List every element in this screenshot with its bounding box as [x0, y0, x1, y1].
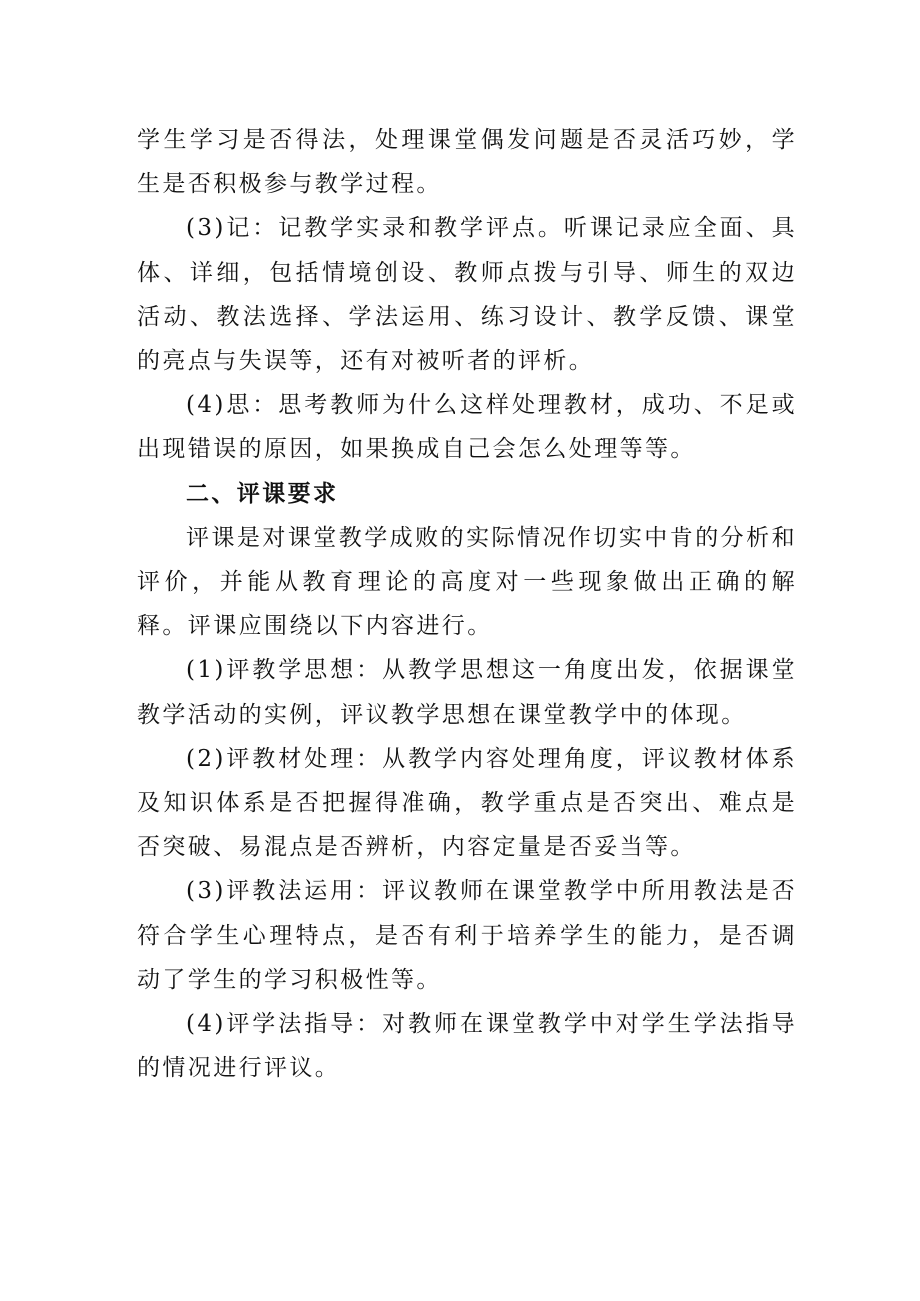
paragraph-learning-guidance: (4)评学法指导：对教师在课堂教学中对学生学法指导的情况进行评议。: [137, 1011, 797, 1082]
paragraph-teaching-thought: (1)评教学思想：从教学思想这一角度出发，依据课堂教学活动的实例，评议教学思想在课堂教学中的体现。: [137, 657, 797, 728]
paragraph-evaluation-intro: 评课是对课堂教学成败的实际情况作切实中肯的分析和评价，并能从教育理论的高度对一些现象做出正确的解释。评课应围绕以下内容进行。: [137, 524, 797, 640]
section-heading: 二、评课要求: [186, 480, 339, 507]
document-body: [137, 118, 797, 1090]
paragraph-think-item: (4)思：思考教师为什么这样处理教材，成功、不足或出现错误的原因，如果换成自己会怎么处理等等。: [137, 392, 797, 463]
paragraph-material-handling: (2)评教材处理：从教学内容处理角度，评议教材体系及知识体系是否把握得准确，教学重点是否突出、难点是否突破、易混点是否辨析，内容定量是否妥当等。: [137, 745, 797, 861]
paragraph-teaching-method: (3)评教法运用：评议教师在课堂教学中所用教法是否符合学生心理特点，是否有利于培养学生的能力，是否调动了学生的学习积极性等。: [137, 878, 797, 993]
paragraph-record-item: (3)记：记教学实录和教学评点。听课记录应全面、具体、详细，包括情境创设、教师点拨与引导、师生的双边活动、教法选择、学法运用、练习设计、教学反馈、课堂的亮点与失误等，还有对被听者的评析。: [137, 215, 797, 375]
paragraph-continuation: 学生学习是否得法，处理课堂偶发问题是否灵活巧妙，学生是否积极参与教学过程。: [137, 127, 797, 198]
